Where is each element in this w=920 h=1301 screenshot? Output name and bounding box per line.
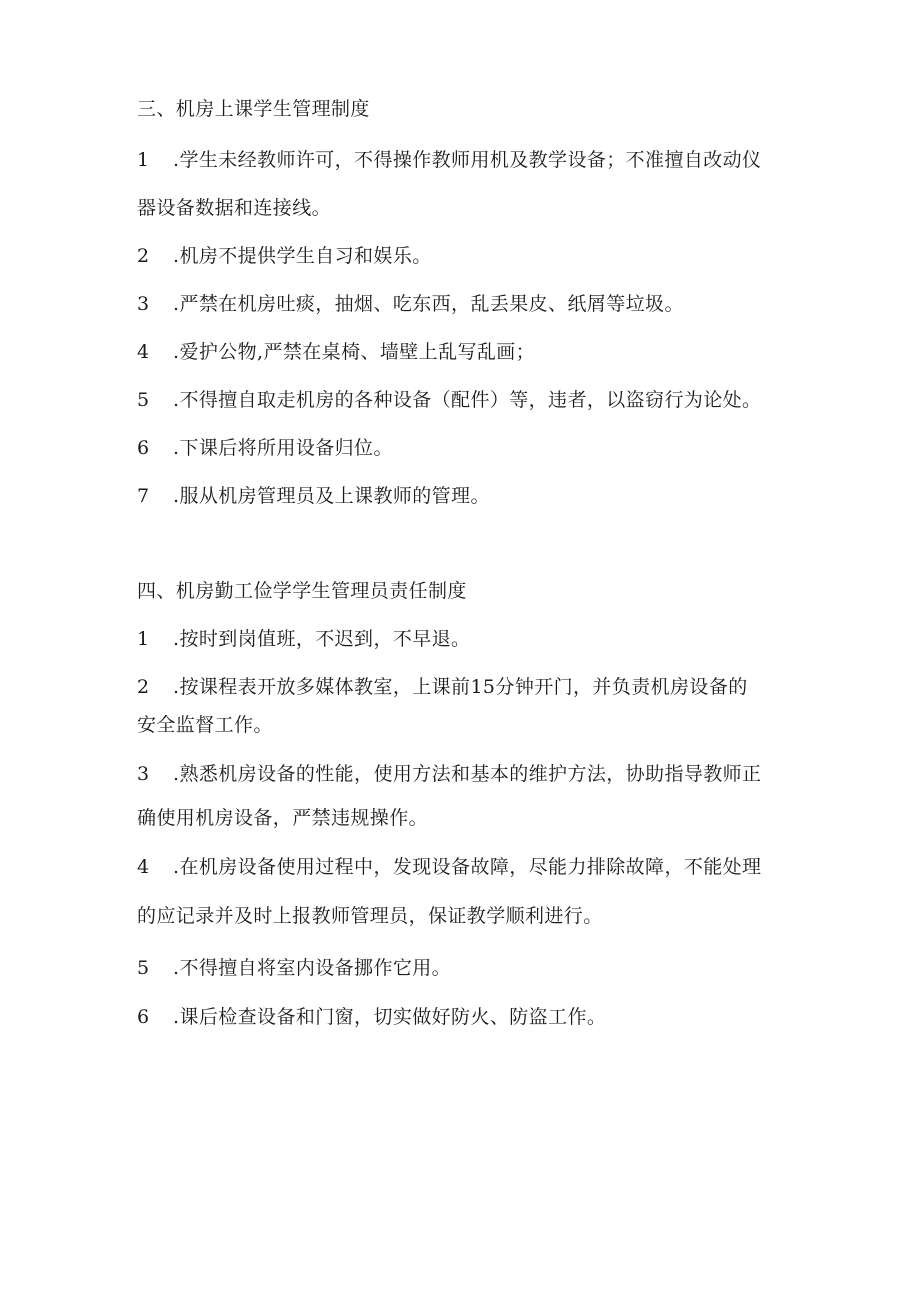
item-number: 2 xyxy=(137,676,150,698)
item-number: 2 xyxy=(137,245,150,267)
item-number: 7 xyxy=(137,485,150,507)
item-text: .熟悉机房设备的性能，使用方法和基本的维护方法，协助指导教师正 xyxy=(173,763,762,785)
section4-item-4-continuation: 的应记录并及时上报教师管理员，保证教学顺利进行。 xyxy=(137,905,603,927)
section3-item-2 xyxy=(137,244,432,268)
section3-item-5 xyxy=(137,388,761,412)
section3-item-3 xyxy=(137,292,684,316)
item-text: .爱护公物,严禁在桌椅、墙壁上乱写乱画； xyxy=(173,341,536,363)
item-text: .学生未经教师许可，不得操作教师用机及教学设备；不准擅自改动仪 xyxy=(173,149,762,171)
section4-item-5 xyxy=(137,956,451,980)
section3-item-1-continuation: 器设备数据和连接线。 xyxy=(137,197,332,219)
item-text: .下课后将所用设备归位。 xyxy=(173,437,393,459)
item-number: 5 xyxy=(137,957,150,979)
item-number: 4 xyxy=(137,341,150,363)
section4-item-3-continuation: 确使用机房设备，严禁违规操作。 xyxy=(137,807,429,829)
section4-item-4 xyxy=(137,855,761,879)
item-text: .课后检查设备和门窗，切实做好防火、防盗工作。 xyxy=(173,1006,607,1028)
item-text: .在机房设备使用过程中，发现设备故障，尽能力排除故障，不能处理 xyxy=(173,856,762,878)
section3-item-6 xyxy=(137,436,393,460)
item-number: 3 xyxy=(137,293,150,315)
item-text: .服从机房管理员及上课教师的管理。 xyxy=(173,485,490,507)
item-number: 1 xyxy=(137,149,150,171)
section3-item-1 xyxy=(137,148,761,172)
section3-item-7 xyxy=(137,484,490,508)
item-text: .按时到岗值班，不迟到，不早退。 xyxy=(173,628,471,650)
section4-item-2-continuation: 安全监督工作。 xyxy=(137,714,273,736)
item-number: 1 xyxy=(137,628,150,650)
item-number: 6 xyxy=(137,1006,150,1028)
section4-item-1 xyxy=(137,627,470,651)
item-number: 6 xyxy=(137,437,150,459)
item-text: .不得擅自取走机房的各种设备（配件）等，违者，以盗窃行为论处。 xyxy=(173,389,762,411)
item-number: 4 xyxy=(137,856,150,878)
item-text: .不得擅自将室内设备挪作它用。 xyxy=(173,957,452,979)
item-text: .机房不提供学生自习和娱乐。 xyxy=(173,245,432,267)
item-number: 5 xyxy=(137,389,150,411)
section4-item-2 xyxy=(137,675,748,699)
item-text: .按课程表开放多媒体教室，上课前15分钟开门，并负责机房设备的 xyxy=(173,676,748,698)
section4-heading: 四、机房勤工俭学学生管理员责任制度 xyxy=(137,580,467,602)
item-number: 3 xyxy=(137,763,150,785)
section4-item-6 xyxy=(137,1005,606,1029)
section3-item-4 xyxy=(137,340,535,364)
item-text: .严禁在机房吐痰，抽烟、吃东西，乱丢果皮、纸屑等垃圾。 xyxy=(173,293,684,315)
section4-item-3 xyxy=(137,762,761,786)
section3-heading: 三、机房上课学生管理制度 xyxy=(137,98,370,120)
